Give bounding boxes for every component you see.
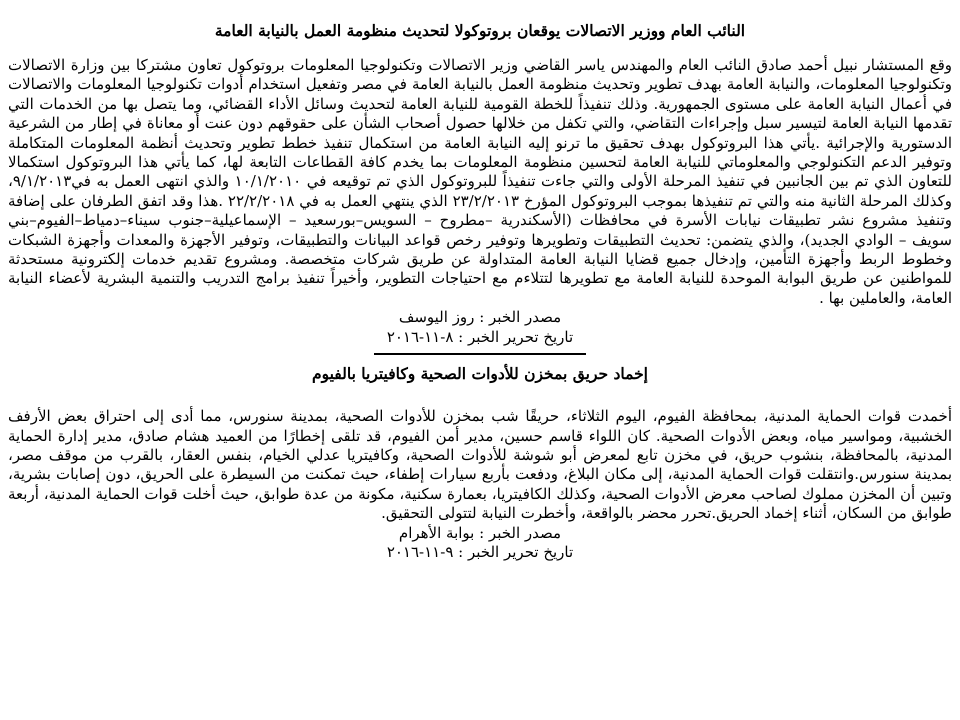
article-body: وقع المستشار نبيل أحمد صادق النائب العام والمهندس ياسر القاضي وزير الاتصالات وتكنولوجيا المعلومات بروتوكول تعاون مشتركا بين وزارة الاتصالات وتكنولوجيا المعلومات، والنيابة العامة بهدف تطوير وتحديث منظومة العمل بالنيابة العامة في مصر وتفعيل استخدام أدوات تكنولوجيا المعلومات والاتصالات في أعمال النيابة العامة على مستوى الجمهورية. وذلك تنفيذاً للخطة القومية للنيابة العامة لتحديث وسائل الأداء القضائي، وما يتصل بها من الخدمات التي تقدمها النيابة العامة لتيسير سبل وإجراءات التقاضي، والتي تكفل من خلالها حصول أصحاب الشأن على حقوقهم دون عنت أو معاناة في إطار من الشرعية الدستورية والإجرائية .يأتي هذا البروتوكول بهدف تحقيق ما ترنو إليه النيابة العامة من استكمال تنفيذ خطط تطوير وتحديث أنظمة المعلومات المتكاملة وتوفير الدعم التكنولوجي والمعلوماتي للنيابة العامة لتحسين منظومة المعلومات بما يخدم كافة القطاعات التابعة لها، كما يأتي هذا البروتوكول استكمالا للتعاون الذي تم بين الجانبين في تنفيذ المرحلة الأولى والتي جاءت تنفيذاً للبروتوكول الذي تم توقيعه في ١٠/١/٢٠١٠ والذي انتهى العمل به في٩/١/٢٠١٣، وكذلك المرحلة الثانية منه والتي تم تنفيذها بموجب البروتوكول المؤرخ ٢٣/٢/٢٠١٣ الذي ينتهي العمل به في ٢٢/٢/٢٠١٨ .هذا وقد اتفق الطرفان على إضافة وتنفيذ مشروع نشر تطبيقات نيابات الأسرة في محافظات (الأسكندرية –مطروح – السويس–بورسعيد – الإسماعيلية–جنوب سيناء–دمياط–الفيوم–بني سويف – الوادي الجديد)، والذي يتضمن: تحديث التطبيقات وتطويرها وتوفير رخص قواعد البيانات والتطبيقات، وتوفير الأجهزة والمعدات وأجهزة الشبكات وخطوط الربط وأجهزة التأمين، وإدخال جميع قضايا النيابة العامة المتداولة عن طريق شركات متخصصة. ومشروع تقديم خدمات إلكترونية مستحدثة للمواطنين عن طريق البوابة الموحدة للنيابة العامة مع تطويرها لتتلاءم مع احتياجات التطوير، وأخيراً تنفيذ برامج التدريب والتنمية البشرية لأعضاء النيابة العامة، والعاملين بها . (8, 56, 952, 307)
article-date: تاريخ تحرير الخبر : ٨-١١-٢٠١٦ (386, 327, 574, 346)
article-title: إخماد حريق بمخزن للأدوات الصحية وكافيتريا بالفيوم (312, 364, 648, 384)
news-article (8, 20, 952, 347)
article-date: تاريخ تحرير الخبر : ٩-١١-٢٠١٦ (386, 542, 574, 561)
article-body: أخمدت قوات الحماية المدنية، بمحافظة الفيوم، اليوم الثلاثاء، حريقًا شب بمخزن للأدوات الصحية، بمدينة سنورس، مما أدى إلى احتراق بعض الأرفف الخشبية، ومواسير مياه، وبعض الأدوات الصحية. كان اللواء قاسم حسين، مدير أمن الفيوم، قد تلقى إخطارًا من العميد هشام صادق، مدير إدارة الحماية المدنية، بالمحافظة، بنشوب حريق، في مخزن تابع لمعرض أبو شوشة للأدوات الصحية، وكافيتريا عدلي الخيام، بنفس العقار، بالقرب من موقف مصر، بمدينة سنورس.وانتقلت قوات الحماية المدنية، إلى مكان البلاغ، ودفعت بأربع سيارات إطفاء، حيث تمكنت من السيطرة على الحريق، دون إصابات بشرية، وتبين أن المخزن مملوك لصاحب معرض الأدوات الصحية، وكذلك الكافيتريا، بعمارة سكنية، مكونة من عدة طوابق، حيث أخلت قوات الحماية المدنية، أربعة طوابق من السكان، أثناء إخماد الحريق.تحرر محضر بالواقعة، وأخطرت النيابة لتتولى التحقيق. (8, 407, 952, 523)
news-article (8, 363, 952, 562)
article-source: مصدر الخبر : بوابة الأهرام (398, 523, 562, 542)
article-source: مصدر الخبر : روز اليوسف (398, 308, 562, 327)
article-divider (374, 353, 586, 355)
article-title: النائب العام ووزير الاتصالات يوقعان بروتوكولا لتحديث منظومة العمل بالنيابة العامة (214, 21, 746, 40)
